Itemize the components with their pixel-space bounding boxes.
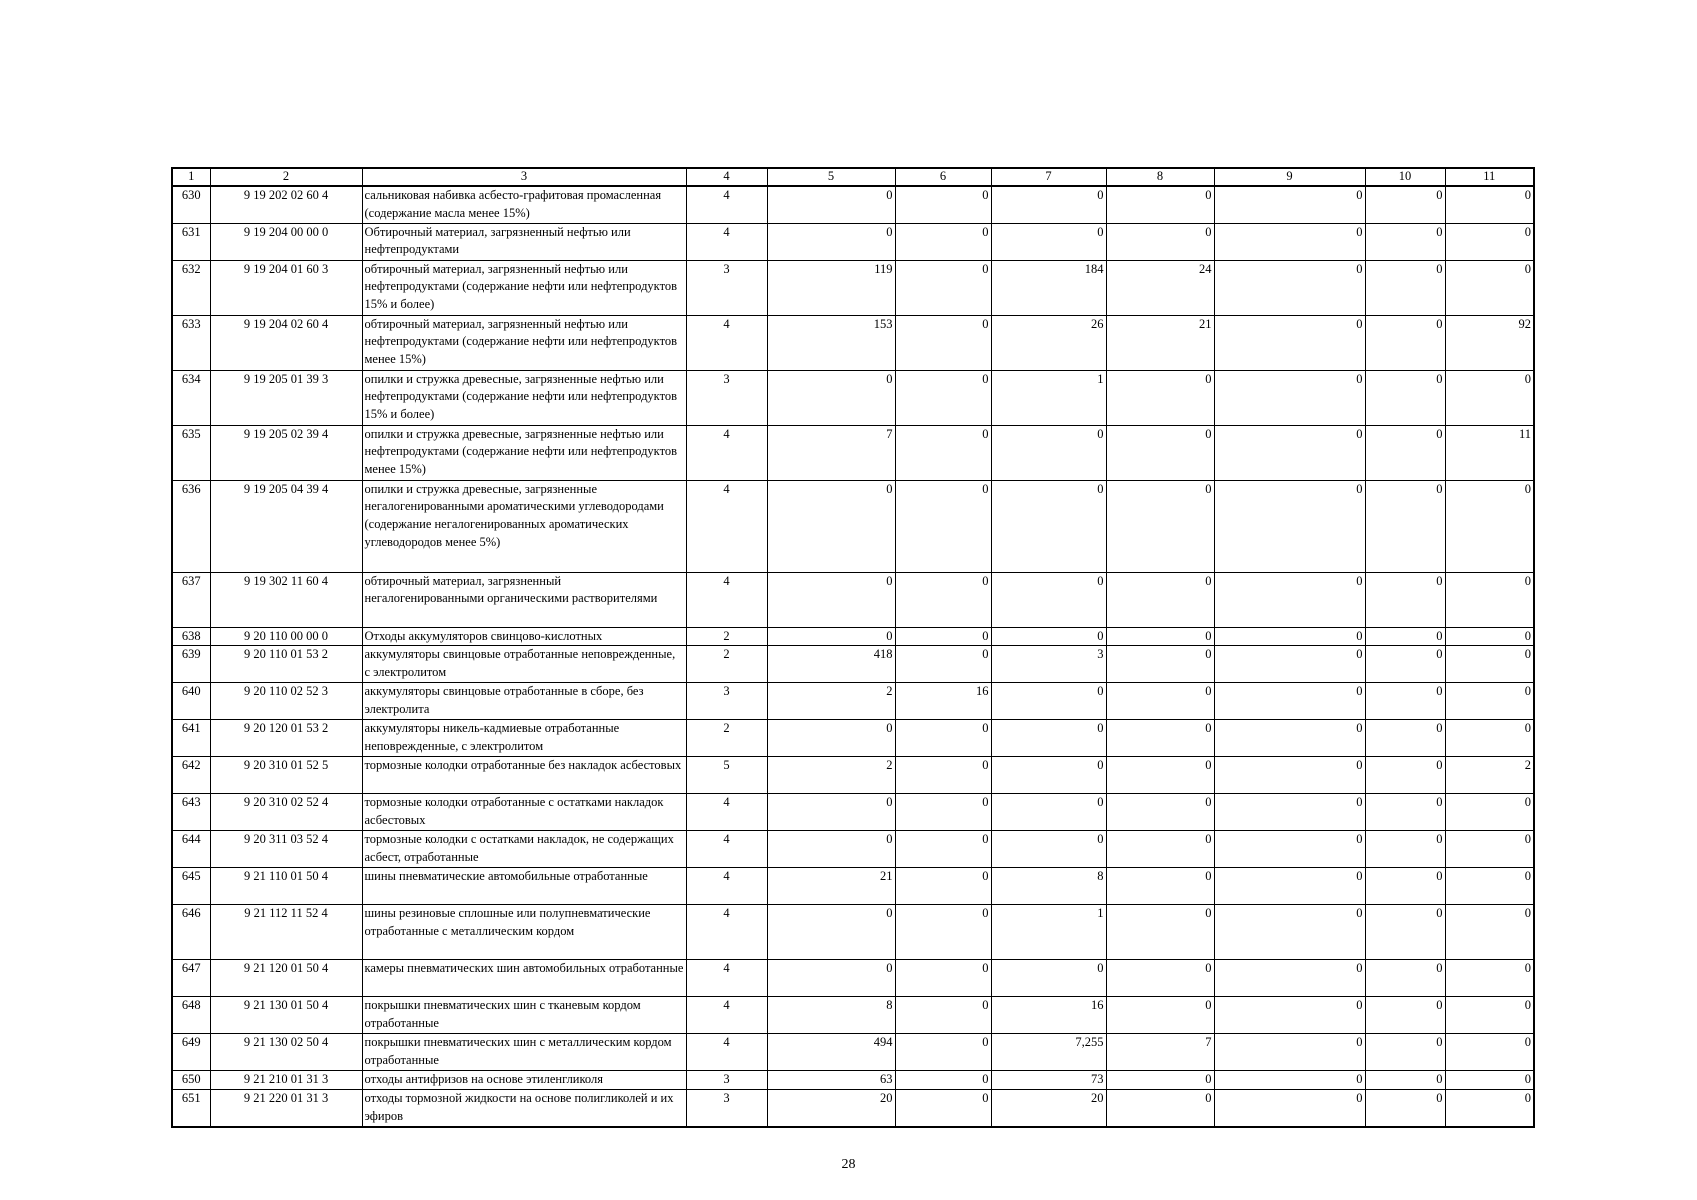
value-cell-col-6: 0 (895, 757, 991, 794)
value-cell-col-11: 0 (1445, 683, 1534, 720)
value-cell-col-8: 0 (1106, 831, 1214, 868)
value-cell-col-10: 0 (1365, 1034, 1445, 1071)
value-cell-col-9: 0 (1214, 223, 1365, 260)
value-cell-col-9: 0 (1214, 646, 1365, 683)
waste-name-cell: аккумуляторы свинцовые отработанные неповрежденные, с электролитом (362, 646, 686, 683)
value-cell-col-5: 0 (767, 480, 895, 572)
table-row (172, 757, 1534, 794)
table-row (172, 646, 1534, 683)
code-cell: 9 20 110 00 00 0 (210, 627, 362, 646)
value-cell-col-8: 0 (1106, 480, 1214, 572)
code-cell: 9 20 120 01 53 2 (210, 720, 362, 757)
value-cell-col-6: 0 (895, 1034, 991, 1071)
value-cell-col-11: 0 (1445, 627, 1534, 646)
waste-name-cell: обтирочный материал, загрязненный нефтью или нефтепродуктами (содержание нефти или нефтепродуктов 15% и более) (362, 260, 686, 315)
value-cell-col-10: 0 (1365, 223, 1445, 260)
value-cell-col-8: 0 (1106, 370, 1214, 425)
waste-name-cell: тормозные колодки отработанные без накладок асбестовых (362, 757, 686, 794)
waste-name-cell: аккумуляторы свинцовые отработанные в сборе, без электролита (362, 683, 686, 720)
value-cell-col-9: 0 (1214, 757, 1365, 794)
value-cell-col-8: 0 (1106, 646, 1214, 683)
table-row (172, 997, 1534, 1034)
hazard-class-cell: 4 (686, 425, 767, 480)
row-number-cell: 642 (172, 757, 210, 794)
value-cell-col-10: 0 (1365, 480, 1445, 572)
code-cell: 9 19 205 04 39 4 (210, 480, 362, 572)
column-header-5: 5 (767, 168, 895, 186)
value-cell-col-5: 8 (767, 997, 895, 1034)
value-cell-col-9: 0 (1214, 627, 1365, 646)
value-cell-col-5: 0 (767, 223, 895, 260)
column-header-3: 3 (362, 168, 686, 186)
value-cell-col-7: 73 (991, 1071, 1106, 1090)
row-number-cell: 641 (172, 720, 210, 757)
row-number-cell: 648 (172, 997, 210, 1034)
hazard-class-cell: 4 (686, 1034, 767, 1071)
column-header-8: 8 (1106, 168, 1214, 186)
code-cell: 9 20 110 01 53 2 (210, 646, 362, 683)
row-number-cell: 633 (172, 315, 210, 370)
value-cell-col-8: 21 (1106, 315, 1214, 370)
hazard-class-cell: 3 (686, 370, 767, 425)
value-cell-col-7: 0 (991, 794, 1106, 831)
value-cell-col-8: 0 (1106, 794, 1214, 831)
row-number-cell: 643 (172, 794, 210, 831)
value-cell-col-8: 0 (1106, 960, 1214, 997)
value-cell-col-6: 0 (895, 480, 991, 572)
value-cell-col-11: 0 (1445, 480, 1534, 572)
value-cell-col-7: 0 (991, 572, 1106, 627)
hazard-class-cell: 4 (686, 186, 767, 223)
waste-name-cell: тормозные колодки отработанные с остатками накладок асбестовых (362, 794, 686, 831)
hazard-class-cell: 4 (686, 868, 767, 905)
value-cell-col-9: 0 (1214, 997, 1365, 1034)
value-cell-col-9: 0 (1214, 960, 1365, 997)
value-cell-col-8: 0 (1106, 425, 1214, 480)
table-row (172, 868, 1534, 905)
value-cell-col-10: 0 (1365, 627, 1445, 646)
value-cell-col-10: 0 (1365, 997, 1445, 1034)
value-cell-col-11: 0 (1445, 646, 1534, 683)
value-cell-col-5: 0 (767, 720, 895, 757)
value-cell-col-8: 0 (1106, 997, 1214, 1034)
column-header-1: 1 (172, 168, 210, 186)
value-cell-col-10: 0 (1365, 831, 1445, 868)
value-cell-col-10: 0 (1365, 425, 1445, 480)
table-row (172, 720, 1534, 757)
value-cell-col-5: 2 (767, 683, 895, 720)
value-cell-col-6: 0 (895, 315, 991, 370)
value-cell-col-9: 0 (1214, 831, 1365, 868)
value-cell-col-5: 20 (767, 1090, 895, 1127)
waste-name-cell: шины пневматические автомобильные отработанные (362, 868, 686, 905)
code-cell: 9 21 130 02 50 4 (210, 1034, 362, 1071)
hazard-class-cell: 4 (686, 223, 767, 260)
value-cell-col-5: 0 (767, 186, 895, 223)
table-header-row (172, 168, 1534, 186)
value-cell-col-11: 0 (1445, 997, 1534, 1034)
column-header-7: 7 (991, 168, 1106, 186)
value-cell-col-11: 0 (1445, 1090, 1534, 1127)
value-cell-col-11: 0 (1445, 720, 1534, 757)
value-cell-col-6: 0 (895, 1090, 991, 1127)
value-cell-col-6: 0 (895, 960, 991, 997)
value-cell-col-11: 0 (1445, 905, 1534, 960)
hazard-class-cell: 3 (686, 683, 767, 720)
value-cell-col-8: 0 (1106, 868, 1214, 905)
value-cell-col-7: 0 (991, 223, 1106, 260)
value-cell-col-7: 1 (991, 370, 1106, 425)
value-cell-col-10: 0 (1365, 868, 1445, 905)
value-cell-col-11: 0 (1445, 1034, 1534, 1071)
value-cell-col-9: 0 (1214, 260, 1365, 315)
value-cell-col-5: 0 (767, 627, 895, 646)
code-cell: 9 21 210 01 31 3 (210, 1071, 362, 1090)
waste-name-cell: опилки и стружка древесные, загрязненные нефтью или нефтепродуктами (содержание нефти или нефтепродуктов менее 15%) (362, 425, 686, 480)
code-cell: 9 21 112 11 52 4 (210, 905, 362, 960)
value-cell-col-7: 26 (991, 315, 1106, 370)
value-cell-col-8: 0 (1106, 905, 1214, 960)
code-cell: 9 20 110 02 52 3 (210, 683, 362, 720)
value-cell-col-5: 21 (767, 868, 895, 905)
value-cell-col-11: 0 (1445, 572, 1534, 627)
value-cell-col-7: 1 (991, 905, 1106, 960)
value-cell-col-9: 0 (1214, 186, 1365, 223)
value-cell-col-11: 0 (1445, 1071, 1534, 1090)
waste-data-table (171, 167, 1535, 1128)
waste-name-cell: Отходы аккумуляторов свинцово-кислотных (362, 627, 686, 646)
waste-name-cell: Обтирочный материал, загрязненный нефтью или нефтепродуктами (362, 223, 686, 260)
code-cell: 9 19 205 02 39 4 (210, 425, 362, 480)
value-cell-col-11: 0 (1445, 960, 1534, 997)
row-number-cell: 630 (172, 186, 210, 223)
value-cell-col-10: 0 (1365, 960, 1445, 997)
row-number-cell: 645 (172, 868, 210, 905)
table-row (172, 572, 1534, 627)
hazard-class-cell: 2 (686, 720, 767, 757)
value-cell-col-9: 0 (1214, 720, 1365, 757)
code-cell: 9 21 110 01 50 4 (210, 868, 362, 905)
code-cell: 9 20 311 03 52 4 (210, 831, 362, 868)
value-cell-col-10: 0 (1365, 370, 1445, 425)
value-cell-col-5: 0 (767, 794, 895, 831)
value-cell-col-11: 0 (1445, 223, 1534, 260)
value-cell-col-7: 0 (991, 960, 1106, 997)
column-header-11: 11 (1445, 168, 1534, 186)
value-cell-col-9: 0 (1214, 425, 1365, 480)
value-cell-col-10: 0 (1365, 186, 1445, 223)
code-cell: 9 20 310 02 52 4 (210, 794, 362, 831)
value-cell-col-10: 0 (1365, 315, 1445, 370)
row-number-cell: 646 (172, 905, 210, 960)
hazard-class-cell: 4 (686, 315, 767, 370)
row-number-cell: 651 (172, 1090, 210, 1127)
waste-name-cell: тормозные колодки с остатками накладок, не содержащих асбест, отработанные (362, 831, 686, 868)
code-cell: 9 19 205 01 39 3 (210, 370, 362, 425)
hazard-class-cell: 3 (686, 260, 767, 315)
value-cell-col-5: 63 (767, 1071, 895, 1090)
table-row (172, 1034, 1534, 1071)
hazard-class-cell: 4 (686, 831, 767, 868)
value-cell-col-6: 0 (895, 186, 991, 223)
table-row (172, 480, 1534, 572)
column-header-9: 9 (1214, 168, 1365, 186)
value-cell-col-7: 20 (991, 1090, 1106, 1127)
row-number-cell: 649 (172, 1034, 210, 1071)
value-cell-col-5: 119 (767, 260, 895, 315)
value-cell-col-8: 0 (1106, 572, 1214, 627)
code-cell: 9 19 204 02 60 4 (210, 315, 362, 370)
value-cell-col-10: 0 (1365, 572, 1445, 627)
value-cell-col-11: 0 (1445, 868, 1534, 905)
value-cell-col-8: 0 (1106, 720, 1214, 757)
value-cell-col-9: 0 (1214, 370, 1365, 425)
table-row (172, 315, 1534, 370)
waste-name-cell: отходы тормозной жидкости на основе полигликолей и их эфиров (362, 1090, 686, 1127)
value-cell-col-5: 0 (767, 905, 895, 960)
value-cell-col-6: 0 (895, 425, 991, 480)
value-cell-col-8: 0 (1106, 1071, 1214, 1090)
row-number-cell: 634 (172, 370, 210, 425)
value-cell-col-5: 0 (767, 370, 895, 425)
value-cell-col-6: 0 (895, 831, 991, 868)
value-cell-col-5: 2 (767, 757, 895, 794)
row-number-cell: 635 (172, 425, 210, 480)
hazard-class-cell: 4 (686, 905, 767, 960)
table-row (172, 1090, 1534, 1127)
value-cell-col-8: 0 (1106, 683, 1214, 720)
value-cell-col-7: 0 (991, 720, 1106, 757)
code-cell: 9 21 130 01 50 4 (210, 997, 362, 1034)
waste-name-cell: аккумуляторы никель-кадмиевые отработанные неповрежденные, с электролитом (362, 720, 686, 757)
value-cell-col-6: 0 (895, 720, 991, 757)
waste-name-cell: покрышки пневматических шин с металлическим кордом отработанные (362, 1034, 686, 1071)
hazard-class-cell: 4 (686, 794, 767, 831)
value-cell-col-6: 0 (895, 794, 991, 831)
value-cell-col-6: 0 (895, 646, 991, 683)
value-cell-col-5: 0 (767, 831, 895, 868)
row-number-cell: 637 (172, 572, 210, 627)
value-cell-col-6: 0 (895, 572, 991, 627)
value-cell-col-11: 0 (1445, 370, 1534, 425)
table-row (172, 186, 1534, 223)
page-number: 28 (841, 1157, 856, 1172)
table-row (172, 370, 1534, 425)
value-cell-col-9: 0 (1214, 1071, 1365, 1090)
value-cell-col-8: 24 (1106, 260, 1214, 315)
value-cell-col-6: 0 (895, 370, 991, 425)
hazard-class-cell: 2 (686, 646, 767, 683)
value-cell-col-9: 0 (1214, 315, 1365, 370)
column-header-6: 6 (895, 168, 991, 186)
value-cell-col-9: 0 (1214, 480, 1365, 572)
value-cell-col-9: 0 (1214, 794, 1365, 831)
value-cell-col-11: 0 (1445, 186, 1534, 223)
row-number-cell: 631 (172, 223, 210, 260)
waste-name-cell: шины резиновые сплошные или полупневматические отработанные с металлическим кордом (362, 905, 686, 960)
value-cell-col-10: 0 (1365, 757, 1445, 794)
value-cell-col-8: 0 (1106, 627, 1214, 646)
value-cell-col-6: 0 (895, 905, 991, 960)
value-cell-col-8: 0 (1106, 757, 1214, 794)
value-cell-col-5: 0 (767, 572, 895, 627)
value-cell-col-6: 0 (895, 1071, 991, 1090)
table-row (172, 831, 1534, 868)
code-cell: 9 19 204 00 00 0 (210, 223, 362, 260)
table-row (172, 1071, 1534, 1090)
hazard-class-cell: 3 (686, 1071, 767, 1090)
code-cell: 9 19 202 02 60 4 (210, 186, 362, 223)
waste-name-cell: камеры пневматических шин автомобильных отработанные (362, 960, 686, 997)
value-cell-col-5: 153 (767, 315, 895, 370)
value-cell-col-7: 0 (991, 757, 1106, 794)
value-cell-col-10: 0 (1365, 1090, 1445, 1127)
waste-name-cell: отходы антифризов на основе этиленгликоля (362, 1071, 686, 1090)
table-row (172, 905, 1534, 960)
table-row (172, 223, 1534, 260)
waste-name-cell: опилки и стружка древесные, загрязненные нефтью или нефтепродуктами (содержание нефти или нефтепродуктов 15% и более) (362, 370, 686, 425)
row-number-cell: 638 (172, 627, 210, 646)
waste-name-cell: обтирочный материал, загрязненный нефтью или нефтепродуктами (содержание нефти или нефтепродуктов менее 15%) (362, 315, 686, 370)
hazard-class-cell: 4 (686, 480, 767, 572)
row-number-cell: 644 (172, 831, 210, 868)
value-cell-col-11: 0 (1445, 260, 1534, 315)
waste-name-cell: обтирочный материал, загрязненный негалогенированными органическими растворителями (362, 572, 686, 627)
value-cell-col-7: 0 (991, 683, 1106, 720)
value-cell-col-9: 0 (1214, 683, 1365, 720)
hazard-class-cell: 4 (686, 960, 767, 997)
table-row (172, 627, 1534, 646)
table-row (172, 260, 1534, 315)
hazard-class-cell: 5 (686, 757, 767, 794)
value-cell-col-7: 0 (991, 425, 1106, 480)
value-cell-col-7: 8 (991, 868, 1106, 905)
code-cell: 9 21 220 01 31 3 (210, 1090, 362, 1127)
value-cell-col-7: 184 (991, 260, 1106, 315)
value-cell-col-5: 0 (767, 960, 895, 997)
code-cell: 9 19 204 01 60 3 (210, 260, 362, 315)
hazard-class-cell: 2 (686, 627, 767, 646)
value-cell-col-6: 16 (895, 683, 991, 720)
value-cell-col-5: 7 (767, 425, 895, 480)
value-cell-col-10: 0 (1365, 794, 1445, 831)
waste-name-cell: сальниковая набивка асбесто-графитовая промасленная (содержание масла менее 15%) (362, 186, 686, 223)
value-cell-col-10: 0 (1365, 905, 1445, 960)
value-cell-col-6: 0 (895, 868, 991, 905)
value-cell-col-9: 0 (1214, 905, 1365, 960)
code-cell: 9 19 302 11 60 4 (210, 572, 362, 627)
column-header-10: 10 (1365, 168, 1445, 186)
value-cell-col-5: 494 (767, 1034, 895, 1071)
value-cell-col-11: 11 (1445, 425, 1534, 480)
table-row (172, 683, 1534, 720)
value-cell-col-7: 0 (991, 831, 1106, 868)
value-cell-col-7: 16 (991, 997, 1106, 1034)
value-cell-col-11: 2 (1445, 757, 1534, 794)
value-cell-col-6: 0 (895, 627, 991, 646)
value-cell-col-9: 0 (1214, 572, 1365, 627)
value-cell-col-8: 0 (1106, 1090, 1214, 1127)
row-number-cell: 639 (172, 646, 210, 683)
value-cell-col-7: 3 (991, 646, 1106, 683)
code-cell: 9 21 120 01 50 4 (210, 960, 362, 997)
value-cell-col-5: 418 (767, 646, 895, 683)
value-cell-col-7: 0 (991, 186, 1106, 223)
value-cell-col-10: 0 (1365, 683, 1445, 720)
waste-name-cell: опилки и стружка древесные, загрязненные негалогенированными ароматическими углеводородами (содержание негалогенированных ароматических углеводородов менее 5%) (362, 480, 686, 572)
waste-name-cell: покрышки пневматических шин с тканевым кордом отработанные (362, 997, 686, 1034)
value-cell-col-7: 0 (991, 627, 1106, 646)
value-cell-col-7: 0 (991, 480, 1106, 572)
row-number-cell: 640 (172, 683, 210, 720)
value-cell-col-6: 0 (895, 997, 991, 1034)
column-header-4: 4 (686, 168, 767, 186)
value-cell-col-10: 0 (1365, 646, 1445, 683)
row-number-cell: 647 (172, 960, 210, 997)
hazard-class-cell: 4 (686, 572, 767, 627)
column-header-2: 2 (210, 168, 362, 186)
value-cell-col-7: 7,255 (991, 1034, 1106, 1071)
value-cell-col-6: 0 (895, 223, 991, 260)
value-cell-col-9: 0 (1214, 1090, 1365, 1127)
value-cell-col-6: 0 (895, 260, 991, 315)
value-cell-col-8: 0 (1106, 186, 1214, 223)
value-cell-col-8: 7 (1106, 1034, 1214, 1071)
row-number-cell: 636 (172, 480, 210, 572)
value-cell-col-10: 0 (1365, 1071, 1445, 1090)
value-cell-col-11: 92 (1445, 315, 1534, 370)
value-cell-col-11: 0 (1445, 831, 1534, 868)
value-cell-col-10: 0 (1365, 720, 1445, 757)
value-cell-col-10: 0 (1365, 260, 1445, 315)
row-number-cell: 632 (172, 260, 210, 315)
value-cell-col-8: 0 (1106, 223, 1214, 260)
table-row (172, 794, 1534, 831)
table-row (172, 425, 1534, 480)
value-cell-col-9: 0 (1214, 868, 1365, 905)
value-cell-col-11: 0 (1445, 794, 1534, 831)
hazard-class-cell: 3 (686, 1090, 767, 1127)
code-cell: 9 20 310 01 52 5 (210, 757, 362, 794)
row-number-cell: 650 (172, 1071, 210, 1090)
value-cell-col-9: 0 (1214, 1034, 1365, 1071)
hazard-class-cell: 4 (686, 997, 767, 1034)
table-row (172, 960, 1534, 997)
